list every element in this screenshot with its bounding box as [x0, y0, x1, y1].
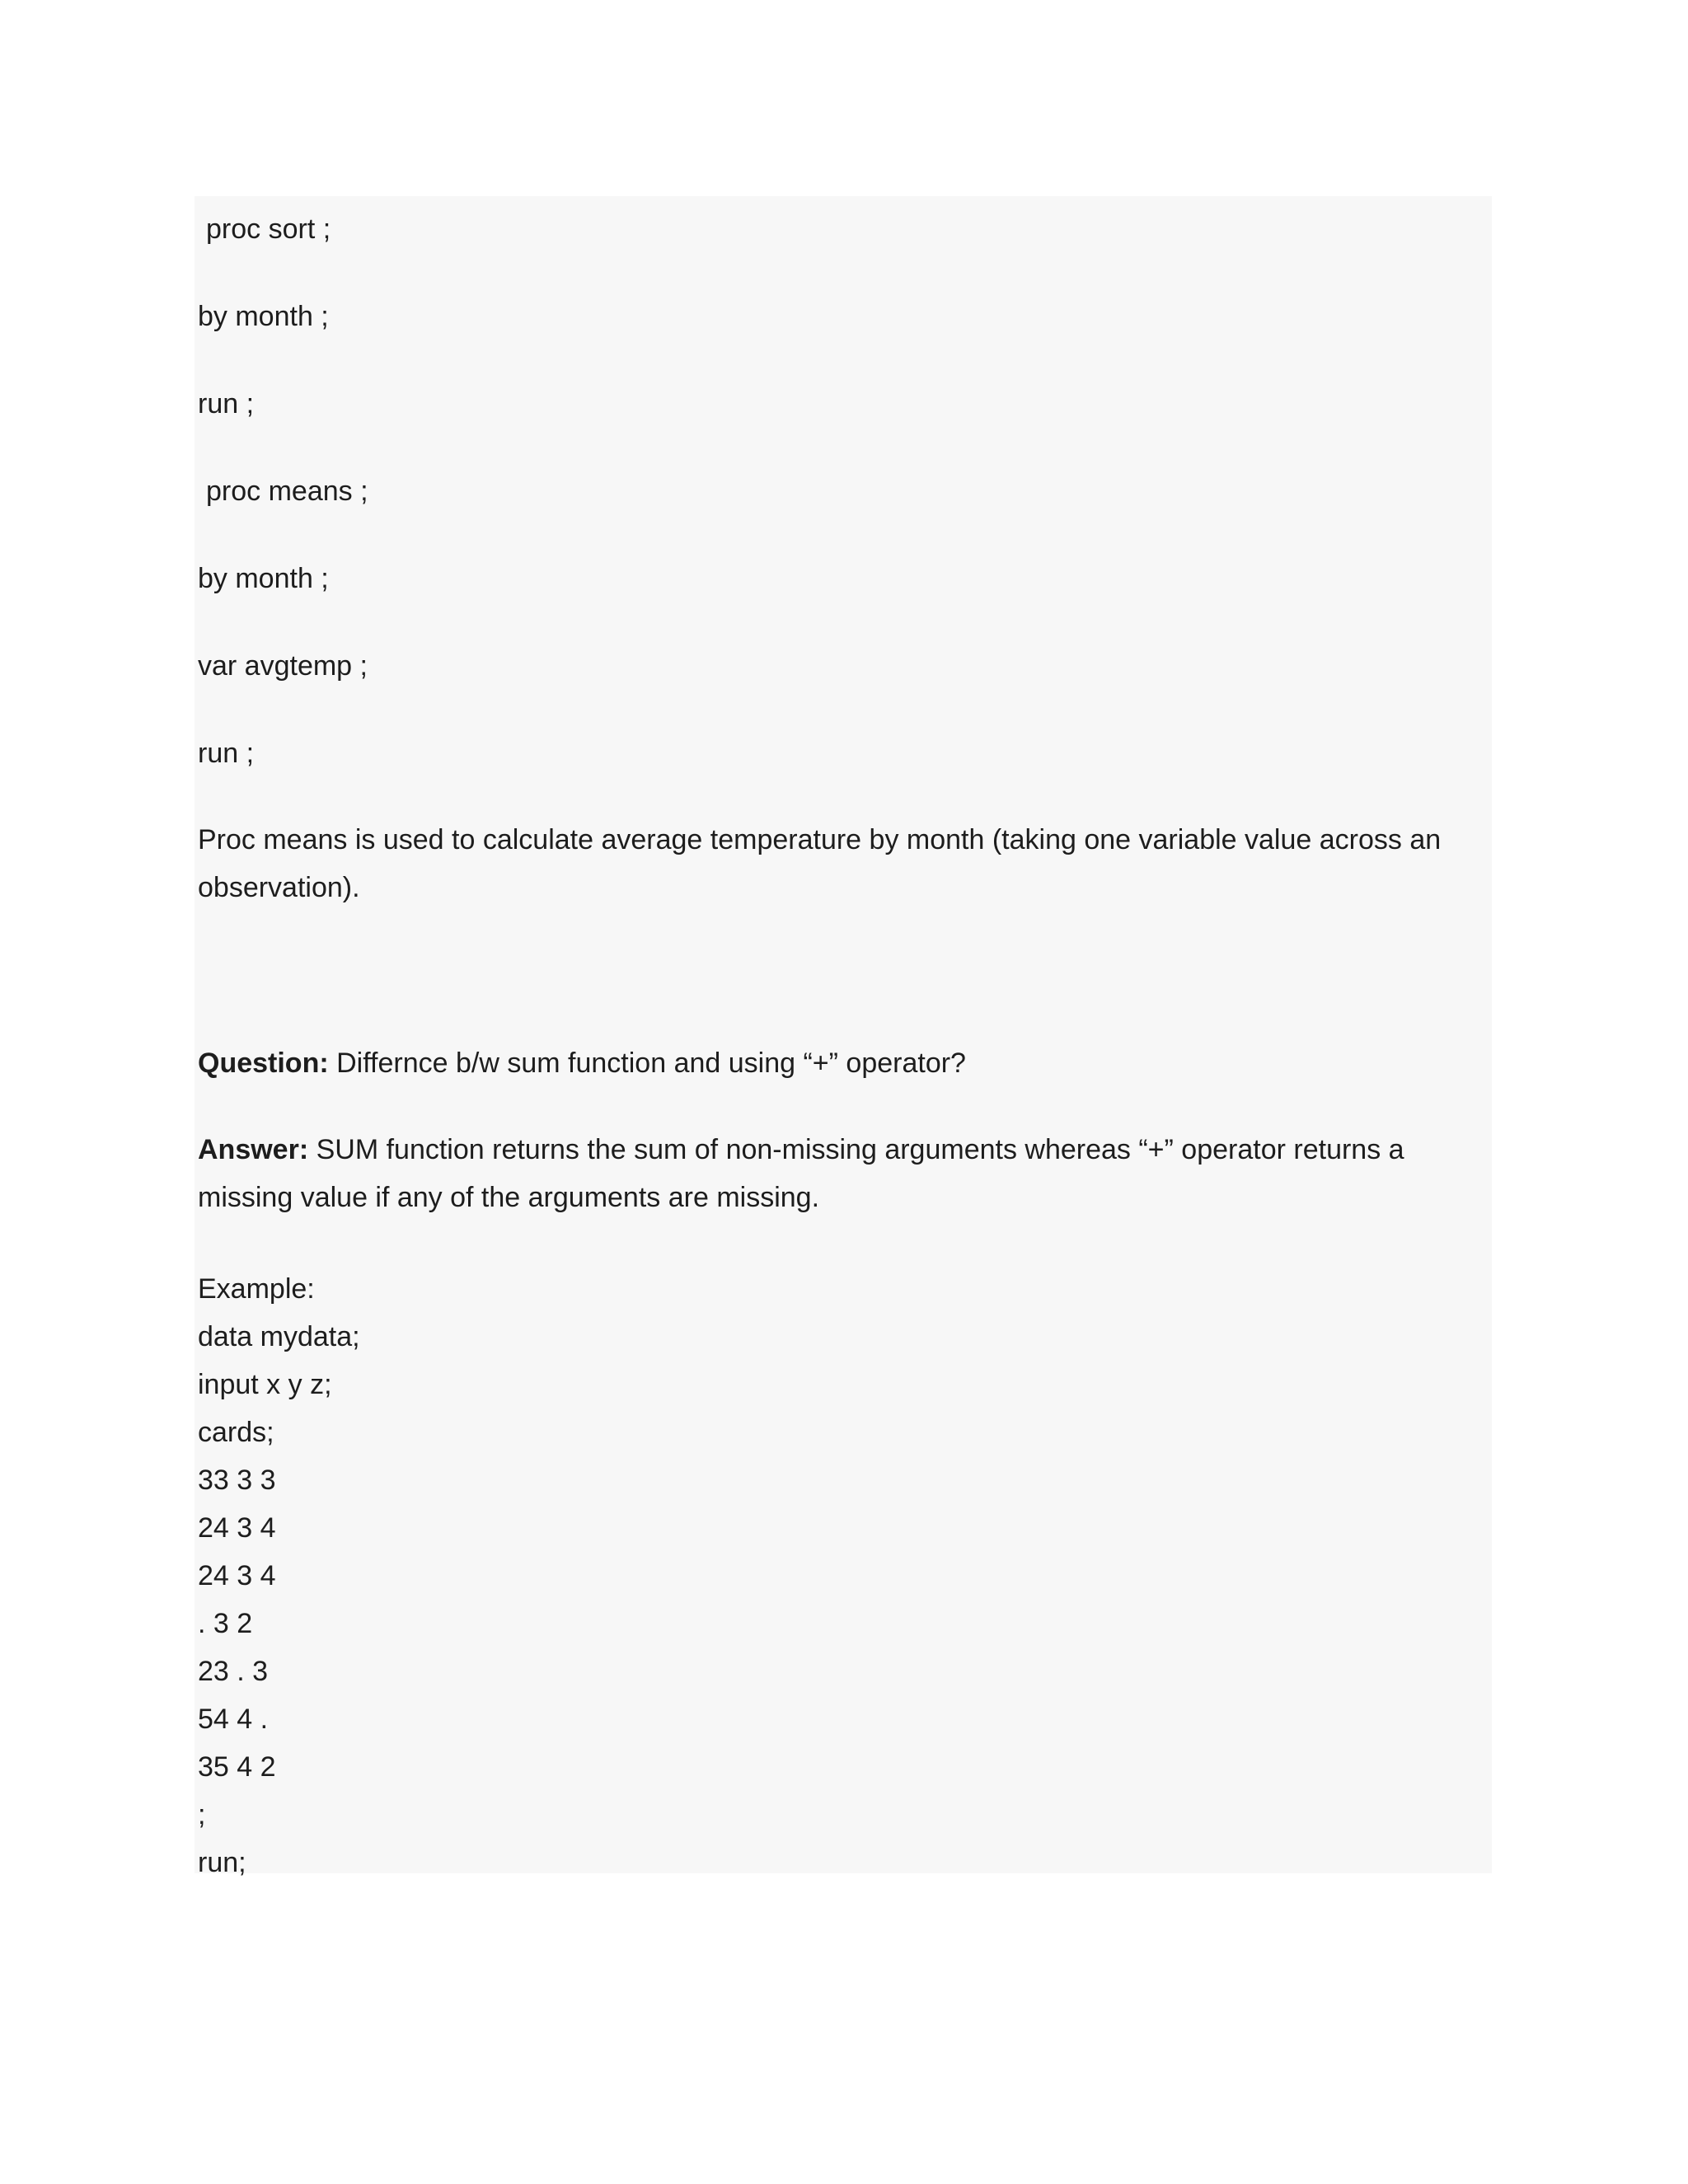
code-line: run ; [198, 388, 255, 419]
answer-label: Answer: [198, 1134, 309, 1165]
code-line: proc sort ; [206, 213, 331, 245]
example-heading: Example: [198, 1273, 315, 1305]
example-line: 35 4 2 [198, 1751, 276, 1783]
example-line: . 3 2 [198, 1608, 253, 1639]
code-line: by month ; [198, 301, 329, 332]
question-label: Question: [198, 1047, 329, 1079]
example-line: 24 3 4 [198, 1560, 276, 1591]
example-line: data mydata; [198, 1321, 360, 1352]
example-line: input x y z; [198, 1369, 332, 1400]
example-line: 24 3 4 [198, 1512, 276, 1544]
example-line: 33 3 3 [198, 1465, 276, 1496]
code-line: run ; [198, 738, 255, 769]
proc-means-note: Proc means is used to calculate average temperature by month (taking one variable value across an observation). [198, 824, 1442, 903]
example-line: 23 . 3 [198, 1656, 269, 1687]
answer-text: SUM function returns the sum of non-missing arguments whereas “+” operator returns a missing value if any of the arguments are missing. [198, 1134, 1404, 1213]
example-line: run; [198, 1847, 246, 1878]
answer-paragraph [198, 1126, 1484, 1221]
code-line: var avgtemp ; [198, 650, 368, 682]
code-line: proc means ; [206, 476, 368, 507]
example-line: 54 4 . [198, 1704, 269, 1735]
content-panel [195, 196, 1492, 1873]
example-line: cards; [198, 1417, 274, 1448]
code-line: by month ; [198, 563, 329, 594]
question-text: Differnce b/w sum function and using “+” operator? [328, 1047, 966, 1079]
question-paragraph [198, 1047, 966, 1080]
example-line: ; [198, 1799, 206, 1830]
